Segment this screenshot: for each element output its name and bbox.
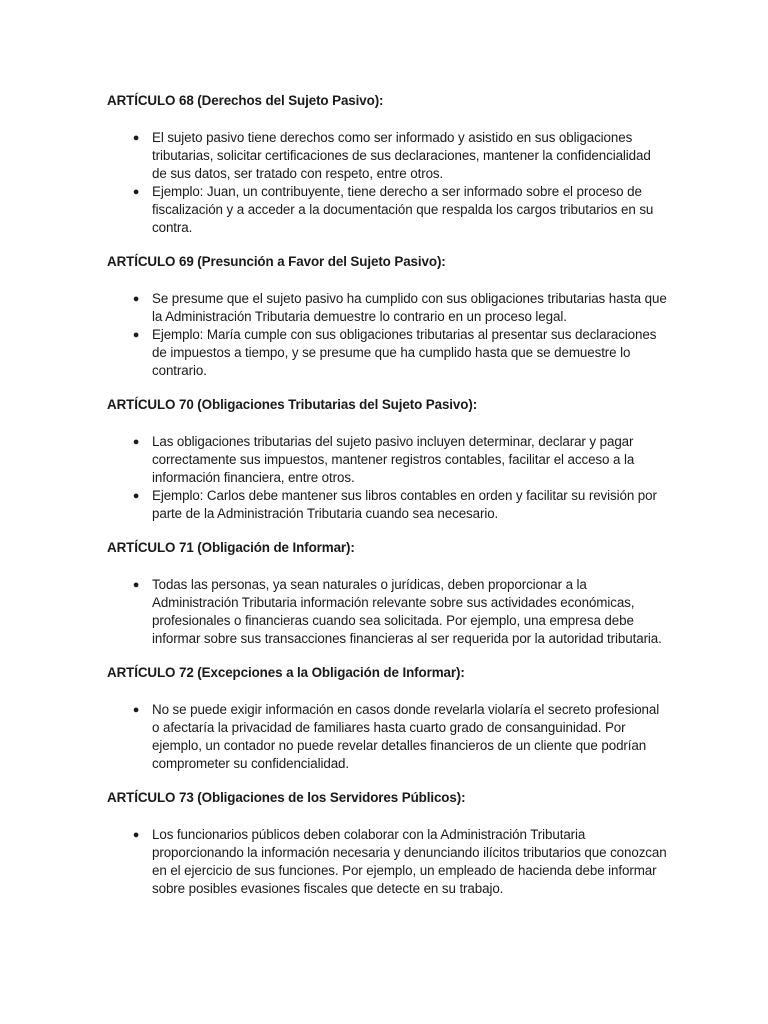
article-heading: ARTÍCULO 72 (Excepciones a la Obligación de Informar): bbox=[107, 665, 465, 680]
article-73 bbox=[107, 789, 668, 898]
list-item-text: Ejemplo: Carlos debe mantener sus libros contables en orden y facilitar su revisión por parte de la Administración Tributaria cuando sea necesario. bbox=[152, 488, 657, 521]
article-heading: ARTÍCULO 69 (Presunción a Favor del Sujeto Pasivo): bbox=[107, 254, 446, 269]
list-item-text: Las obligaciones tributarias del sujeto pasivo incluyen determinar, declarar y pagar correctamente sus impuestos, mantener registros contables, facilitar el acceso a la información financiera, entre otros. bbox=[152, 434, 635, 485]
list-item-text: Se presume que el sujeto pasivo ha cumplido con sus obligaciones tributarias hasta que la Administración Tributaria demuestre lo contrario en un proceso legal. bbox=[152, 291, 667, 324]
list-item bbox=[107, 290, 668, 326]
list-item bbox=[107, 487, 668, 523]
bullet-icon: ● bbox=[132, 579, 140, 591]
bullet-list bbox=[107, 576, 668, 648]
bullet-icon: ● bbox=[132, 829, 140, 841]
list-item-text: Todas las personas, ya sean naturales o jurídicas, deben proporcionar a la Administración Tributaria información relevante sobre sus actividades económicas, profesionales o financieras cuando sea solicitada. Por ejemplo, una empresa debe informar sobre sus transacciones financieras al ser requerida por la autoridad tributaria. bbox=[152, 577, 662, 646]
list-item-text: Los funcionarios públicos deben colaborar con la Administración Tributaria proporcionando la información necesaria y denunciando ilícitos tributarios que conozcan en el ejercicio de sus funciones. Por ejemplo, un empleado de hacienda debe informar sobre posibles evasiones fiscales que detecte en su trabajo. bbox=[152, 827, 667, 896]
article-70 bbox=[107, 396, 668, 523]
article-69 bbox=[107, 253, 668, 380]
bullet-icon: ● bbox=[132, 132, 140, 144]
list-item bbox=[107, 326, 668, 380]
list-item-text: No se puede exigir información en casos donde revelarla violaría el secreto profesional o afectaría la privacidad de familiares hasta cuarto grado de consanguinidad. Por ejemplo, un contador no puede revelar detalles financieros de un cliente que podrían comprometer su confidencialidad. bbox=[152, 702, 660, 771]
bullet-list bbox=[107, 433, 668, 523]
list-item bbox=[107, 701, 668, 773]
bullet-list bbox=[107, 701, 668, 773]
list-item bbox=[107, 183, 668, 237]
list-item-text: El sujeto pasivo tiene derechos como ser informado y asistido en sus obligaciones tributarias, solicitar certificaciones de sus declaraciones, mantener la confidencialidad de sus datos, ser tratado con respeto, entre otros. bbox=[152, 130, 651, 181]
bullet-icon: ● bbox=[132, 186, 140, 198]
bullet-icon: ● bbox=[132, 293, 140, 305]
article-72 bbox=[107, 664, 668, 773]
article-heading: ARTÍCULO 73 (Obligaciones de los Servidores Públicos): bbox=[107, 790, 466, 805]
bullet-icon: ● bbox=[132, 704, 140, 716]
list-item bbox=[107, 129, 668, 183]
bullet-icon: ● bbox=[132, 329, 140, 341]
article-68 bbox=[107, 92, 668, 237]
bullet-icon: ● bbox=[132, 436, 140, 448]
article-heading: ARTÍCULO 71 (Obligación de Informar): bbox=[107, 540, 355, 555]
bullet-icon: ● bbox=[132, 490, 140, 502]
list-item bbox=[107, 576, 668, 648]
list-item bbox=[107, 826, 668, 898]
article-heading: ARTÍCULO 70 (Obligaciones Tributarias del Sujeto Pasivo): bbox=[107, 397, 478, 412]
list-item-text: Ejemplo: María cumple con sus obligaciones tributarias al presentar sus declaraciones de impuestos a tiempo, y se presume que ha cumplido hasta que se demuestre lo contrario. bbox=[152, 327, 657, 378]
bullet-list bbox=[107, 290, 668, 380]
article-heading: ARTÍCULO 68 (Derechos del Sujeto Pasivo): bbox=[107, 93, 384, 108]
list-item bbox=[107, 433, 668, 487]
bullet-list bbox=[107, 129, 668, 237]
article-71 bbox=[107, 539, 668, 648]
bullet-list bbox=[107, 826, 668, 898]
list-item-text: Ejemplo: Juan, un contribuyente, tiene derecho a ser informado sobre el proceso de fiscalización y a acceder a la documentación que respalda los cargos tributarios en su contra. bbox=[152, 184, 654, 235]
